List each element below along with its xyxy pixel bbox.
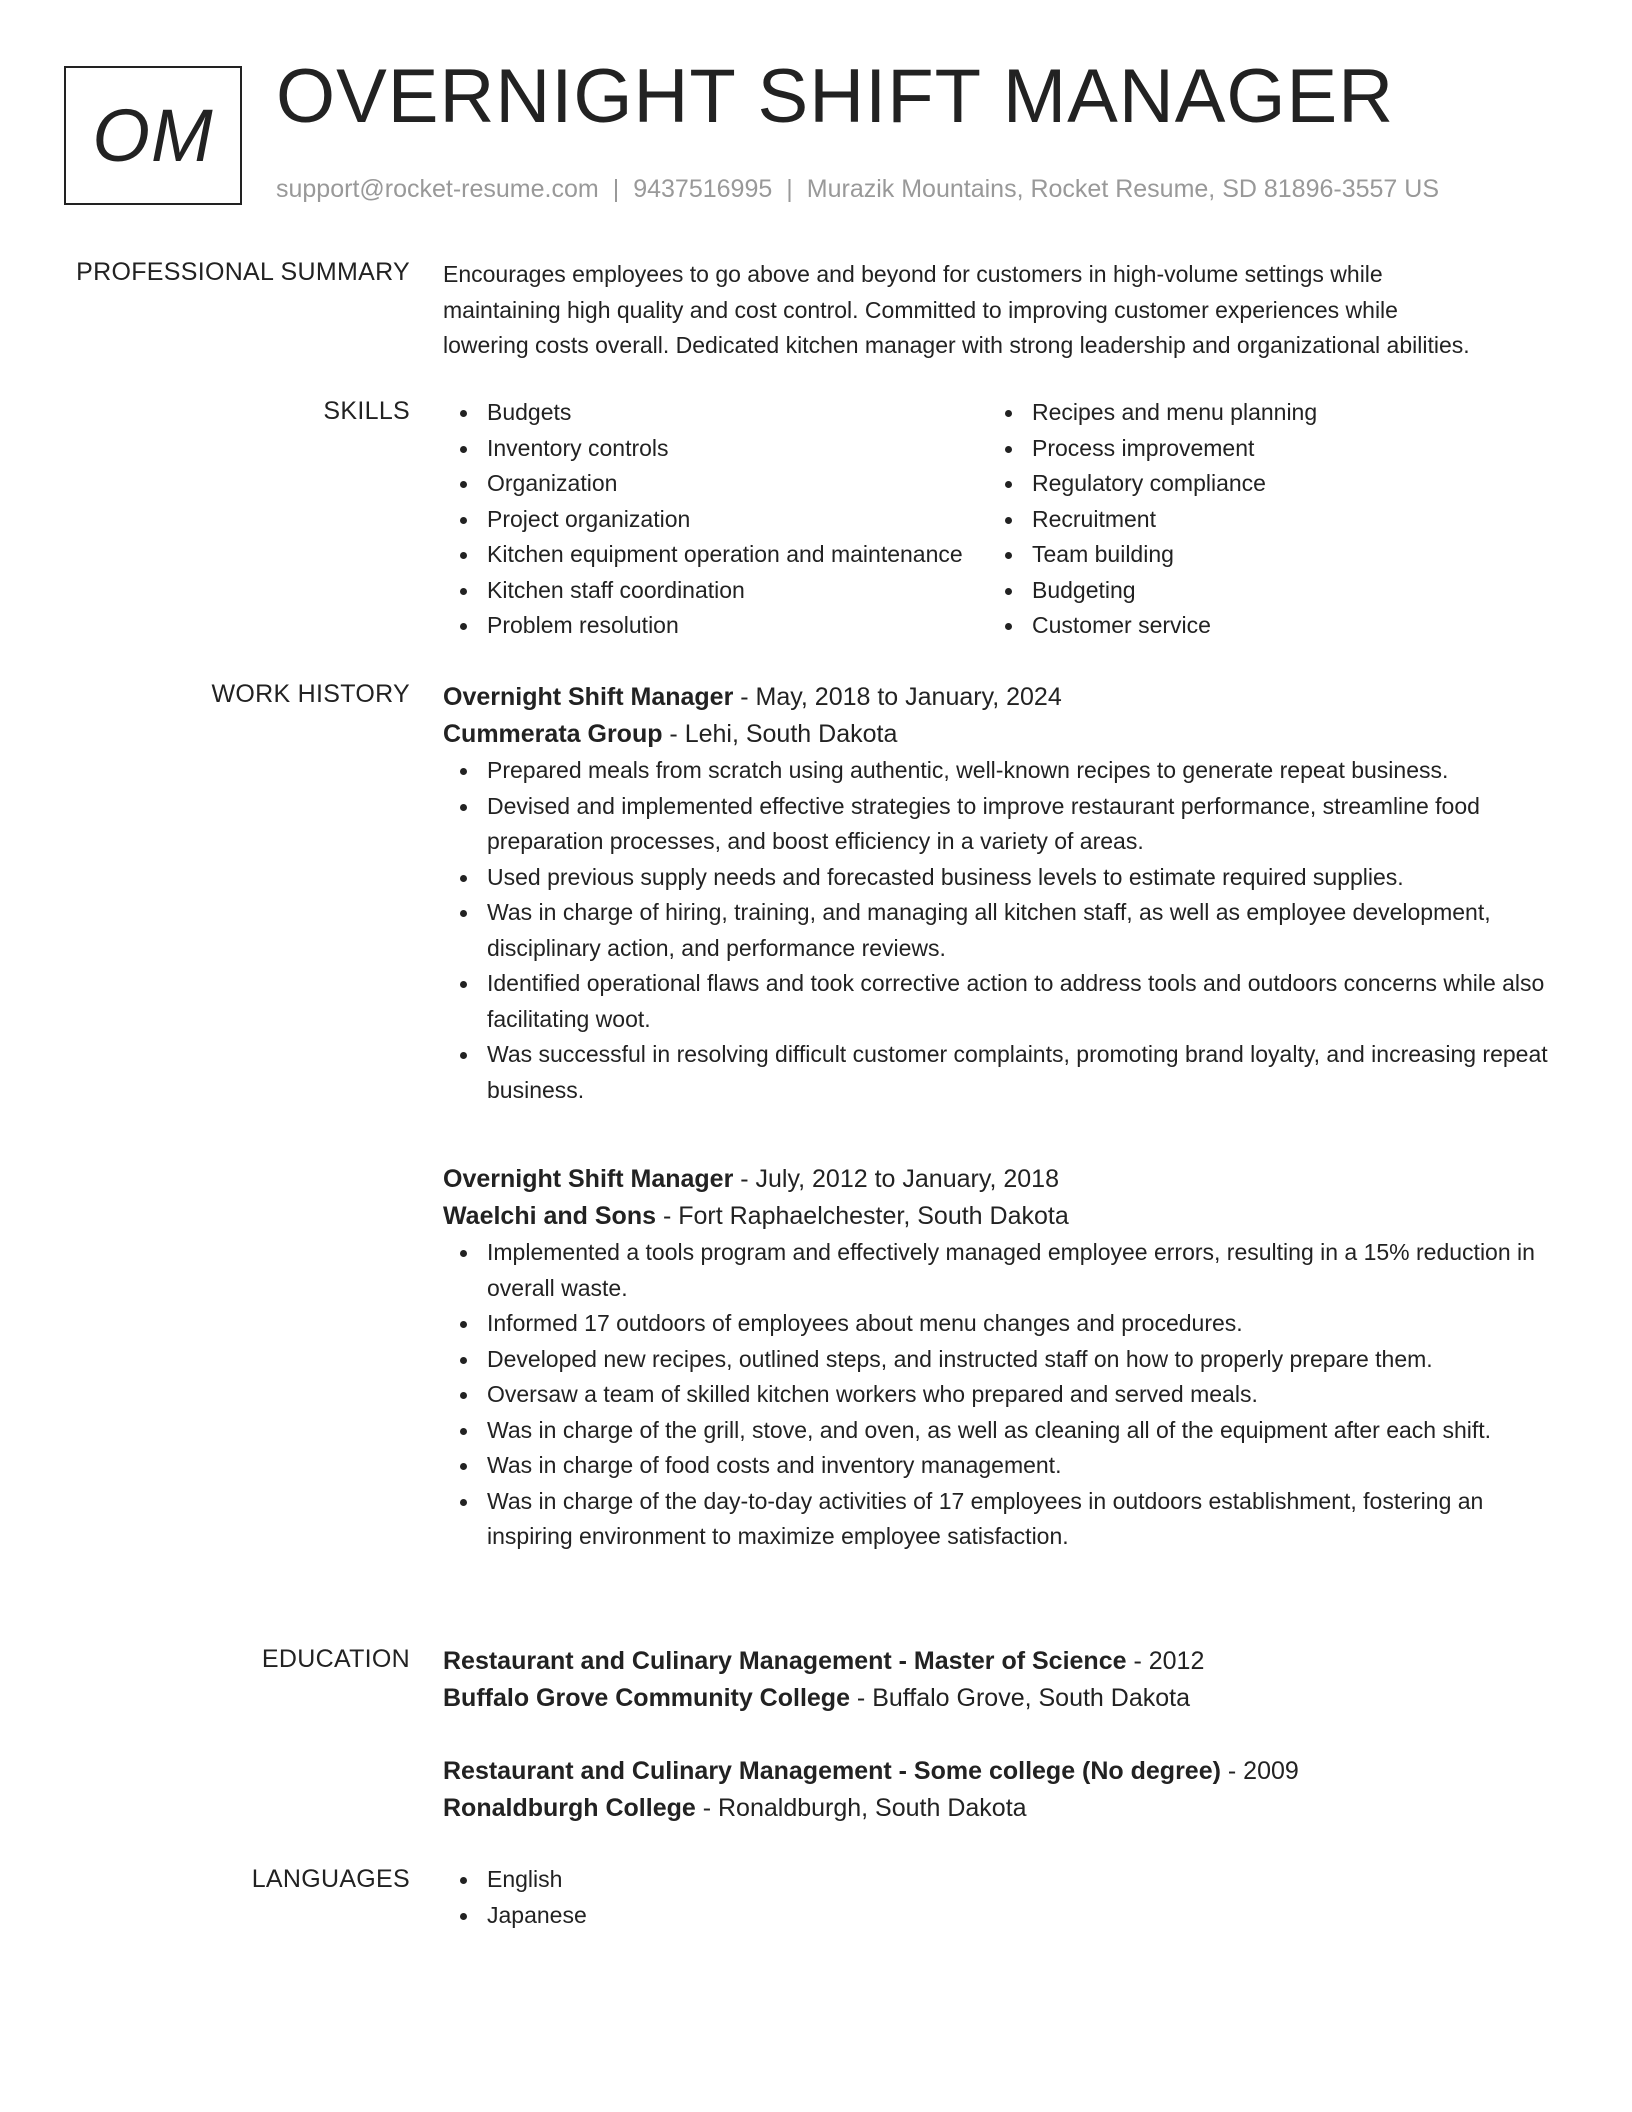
skill-item: Budgeting <box>988 573 1533 609</box>
job-company-line <box>443 1198 1553 1235</box>
skill-item: Inventory controls <box>443 431 988 467</box>
job-entry <box>443 679 1553 1108</box>
language-item: English <box>443 1862 1553 1898</box>
job-bullet: Was successful in resolving difficult customer complaints, promoting brand loyalty, and increasing repeat business. <box>443 1037 1553 1108</box>
section-label-summary: PROFESSIONAL SUMMARY <box>76 258 410 286</box>
skill-item: Problem resolution <box>443 608 988 644</box>
degree-line <box>443 1643 1553 1680</box>
job-title-line <box>443 679 1553 716</box>
skill-item: Customer service <box>988 608 1533 644</box>
job-bullet: Oversaw a team of skilled kitchen workers who prepared and served meals. <box>443 1377 1553 1413</box>
school: Ronaldburgh College <box>443 1794 696 1822</box>
school-location: - Ronaldburgh, South Dakota <box>695 1794 1027 1822</box>
degree-year: - 2009 <box>1220 1757 1299 1785</box>
degree: Restaurant and Culinary Management - Master of Science <box>443 1647 1127 1675</box>
job-entry <box>443 1161 1553 1555</box>
job-company: Waelchi and Sons <box>443 1202 657 1230</box>
monogram: OM <box>64 66 242 205</box>
job-bullet: Devised and implemented effective strategies to improve restaurant performance, streamline food preparation processes, and boost efficiency in a variety of areas. <box>443 789 1553 860</box>
job-dates: - July, 2012 to January, 2018 <box>733 1165 1059 1193</box>
separator: | <box>786 175 793 203</box>
job-title-line <box>443 1161 1553 1198</box>
job-bullet: Implemented a tools program and effectively managed employee errors, resulting in a 15% reduction in overall waste. <box>443 1235 1553 1306</box>
summary-text <box>443 257 1553 364</box>
skills-column-2 <box>988 395 1533 644</box>
skills-list <box>443 395 1553 644</box>
language-item: Japanese <box>443 1898 1553 1934</box>
skill-item: Recipes and menu planning <box>988 395 1533 431</box>
job-bullet: Was in charge of food costs and inventory management. <box>443 1448 1553 1484</box>
skill-item: Process improvement <box>988 431 1533 467</box>
summary-line: Encourages employees to go above and beyond for customers in high-volume settings while <box>443 261 1383 287</box>
degree-year: - 2012 <box>1126 1647 1205 1675</box>
school-location: - Buffalo Grove, South Dakota <box>849 1684 1190 1712</box>
section-label-languages: LANGUAGES <box>251 1865 410 1893</box>
degree-line <box>443 1753 1553 1790</box>
job-title: Overnight Shift Manager <box>443 683 734 711</box>
school-line <box>443 1790 1553 1827</box>
skill-item: Team building <box>988 537 1533 573</box>
school: Buffalo Grove Community College <box>443 1684 850 1712</box>
skill-item: Kitchen equipment operation and maintenance <box>443 537 988 573</box>
job-bullet: Was in charge of hiring, training, and managing all kitchen staff, as well as employee development, disciplinary action, and performance reviews. <box>443 895 1553 966</box>
job-company-line <box>443 716 1553 753</box>
email-text[interactable]: support@rocket-resume.com <box>276 175 599 203</box>
address-text: Murazik Mountains, Rocket Resume, SD 81896-3557 US <box>806 175 1440 203</box>
skill-item: Budgets <box>443 395 988 431</box>
job-bullets <box>443 1235 1553 1555</box>
phone-text: 9437516995 <box>633 175 773 203</box>
education-entry <box>443 1643 1553 1717</box>
section-label-work: WORK HISTORY <box>211 680 410 708</box>
job-dates: - May, 2018 to January, 2024 <box>733 683 1062 711</box>
job-bullet: Was in charge of the grill, stove, and oven, as well as cleaning all of the equipment after each shift. <box>443 1413 1553 1449</box>
skills-column-1 <box>443 395 988 644</box>
page-title: OVERNIGHT SHIFT MANAGER <box>276 54 1395 139</box>
job-bullet: Identified operational flaws and took corrective action to address tools and outdoors concerns while also facilitating woot. <box>443 966 1553 1037</box>
job-bullet: Was in charge of the day-to-day activities of 17 employees in outdoors establishment, fostering an inspiring environment to maximize employee satisfaction. <box>443 1484 1553 1555</box>
job-bullets <box>443 753 1553 1108</box>
section-label-skills: SKILLS <box>323 397 410 425</box>
job-bullet: Informed 17 outdoors of employees about menu changes and procedures. <box>443 1306 1553 1342</box>
summary-line: lowering costs overall. Dedicated kitchen manager with strong leadership and organizational abilities. <box>443 332 1470 358</box>
section-label-education: EDUCATION <box>261 1645 410 1673</box>
job-company: Cummerata Group <box>443 720 663 748</box>
contact-line <box>276 175 1439 204</box>
job-bullet: Prepared meals from scratch using authentic, well-known recipes to generate repeat business. <box>443 753 1553 789</box>
skill-item: Organization <box>443 466 988 502</box>
skill-item: Kitchen staff coordination <box>443 573 988 609</box>
languages-bullets <box>443 1862 1553 1933</box>
skill-item: Recruitment <box>988 502 1533 538</box>
degree: Restaurant and Culinary Management - Some college (No degree) <box>443 1757 1221 1785</box>
education-entry <box>443 1753 1553 1827</box>
summary-line: maintaining high quality and cost control. Committed to improving customer experiences while <box>443 296 1398 323</box>
job-location: - Lehi, South Dakota <box>662 720 898 748</box>
job-location: - Fort Raphaelchester, South Dakota <box>656 1202 1069 1230</box>
job-bullet: Used previous supply needs and forecasted business levels to estimate required supplies. <box>443 860 1553 896</box>
job-bullet: Developed new recipes, outlined steps, and instructed staff on how to properly prepare them. <box>443 1342 1553 1378</box>
school-line <box>443 1680 1553 1717</box>
languages-list <box>443 1862 1553 1933</box>
skill-item: Regulatory compliance <box>988 466 1533 502</box>
skill-item: Project organization <box>443 502 988 538</box>
job-title: Overnight Shift Manager <box>443 1165 734 1193</box>
separator: | <box>612 175 620 203</box>
